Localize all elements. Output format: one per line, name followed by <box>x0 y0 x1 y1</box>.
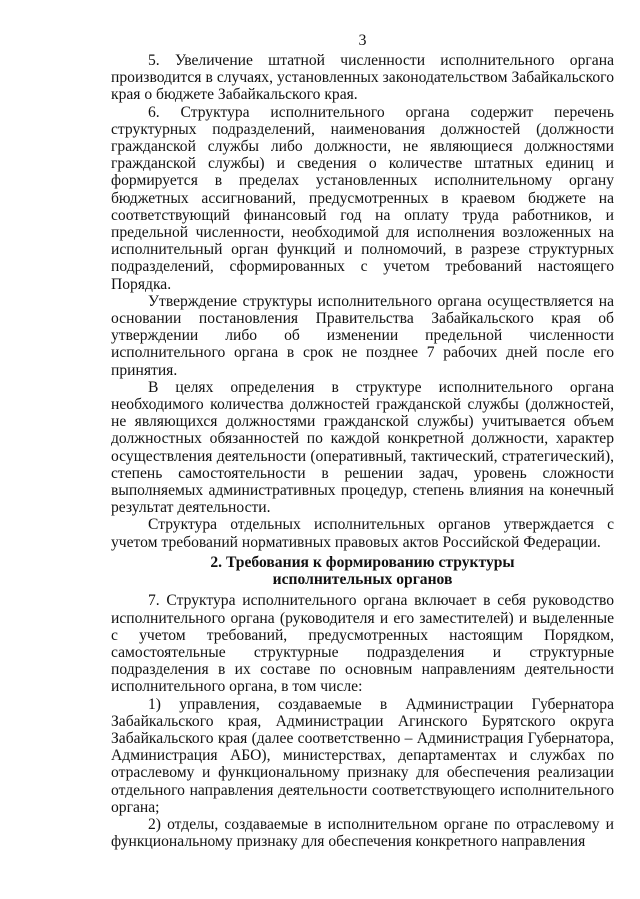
section-heading-line-2: исполнительных органов <box>272 571 453 589</box>
section-heading <box>111 554 614 588</box>
paragraph-7: 7. Структура исполнительного органа включает в себя руководство исполнительного органа (руководителя и его заместителей) и выделенные с учетом требований, предусмотренных настоящим Порядком, самостоятельные структурные подразделения и структурные подразделения в их составе по основным направлениям деятельности исполнительного органа, в том числе: <box>111 592 614 696</box>
page-number: 3 <box>358 32 367 49</box>
paragraph-5: 5. Увеличение штатной численности исполнительного органа производится в случаях, установленных законодательством Забайкальского края о бюджете Забайкальского края. <box>111 52 614 104</box>
list-item-1: 1) управления, создаваемые в Администрации Губернатора Забайкальского края, Администрации Агинского Бурятского округа Забайкальского края (далее соответственно – Администрация Губернатора, Администрация АБО), министерствах, департаментах и службах по отраслевому и функциональному признаку для обеспечения реализации отдельного направления деятельности соответствующего исполнительного органа; <box>111 695 614 816</box>
paragraph-federal-acts: Структура отдельных исполнительных органов утверждается с учетом требований нормативных правовых актов Российской Федерации. <box>111 516 614 551</box>
paragraph-positions-count: В целях определения в структуре исполнительного органа необходимого количества должностей гражданской службы (должностей, не являющихся должностями гражданской службы) учитывается объем должностных обязанностей по каждой конкретной должности, характер осуществления деятельности (оперативный, тактический, стратегический), степень самостоятельности в решении задач, уровень сложности выполняемых административных процедур, степень влияния на конечный результат деятельности. <box>111 378 614 517</box>
paragraph-structure-approval: Утверждение структуры исполнительного органа осуществляется на основании постановления Правительства Забайкальского края об утверждении либо об изменении предельной численности исполнительного органа в срок не позднее 7 рабочих дней после его принятия. <box>111 292 614 379</box>
section-heading-line-1: 2. Требования к формированию структуры <box>210 553 515 571</box>
list-item-2: 2) отделы, создаваемые в исполнительном органе по отраслевому и функциональному признаку для обеспечения конкретного направления <box>111 815 614 851</box>
paragraph-6: 6. Структура исполнительного органа содержит перечень структурных подразделений, наименования должностей (должности гражданской службы либо должности, не являющиеся должностями гражданской службы) и сведения о количестве штатных единиц и формируется в пределах установленных исполнительному органу бюджетных ассигнований, предусмотренных в краевом бюджете на соответствующий финансовый год на оплату труда работников, и предельной численности, необходимой для исполнения возложенных на исполнительный орган функций и полномочий, в разрезе структурных подразделений, сформированных с учетом требований настоящего Порядка. <box>111 103 614 293</box>
